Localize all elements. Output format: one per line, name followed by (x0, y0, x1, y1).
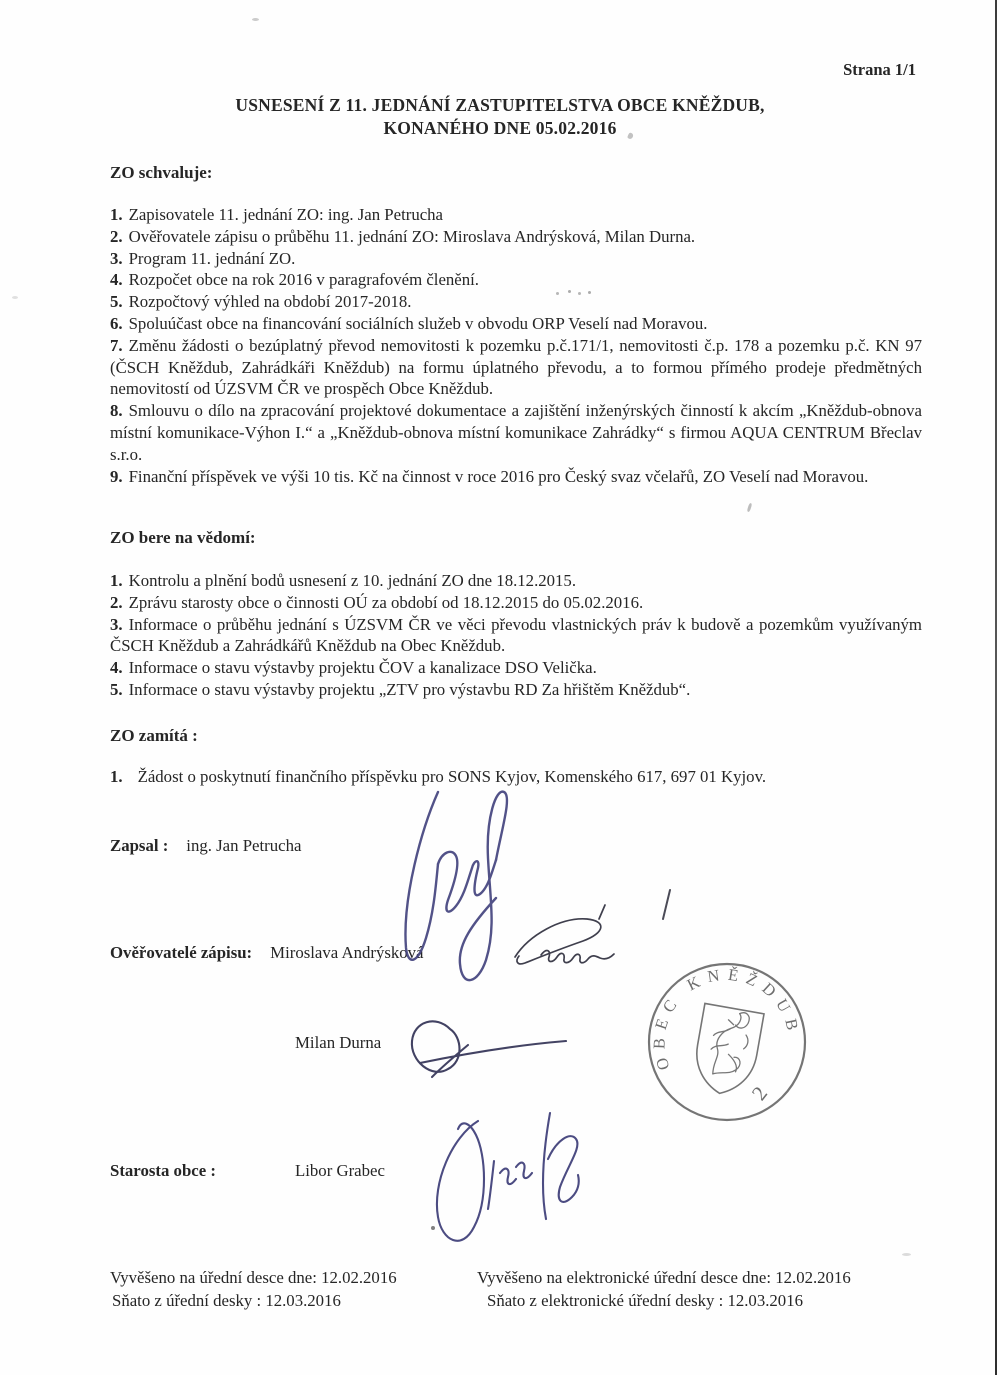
scan-speck (902, 1253, 911, 1256)
item-text: Rozpočtový výhled na období 2017-2018. (128, 292, 412, 312)
section-list-schvaluje (110, 204, 922, 487)
section-list-zamita (110, 766, 922, 788)
item-text: Rozpočet obce na rok 2016 v paragrafovém členění. (128, 270, 479, 290)
signature-jan-petrucha (372, 788, 527, 998)
item-text: Žádost o poskytnutí finančního příspěvku pro SONS Kyjov, Komenského 617, 697 01 Kyjov. (137, 767, 767, 786)
list-item (110, 335, 922, 400)
overovatel1-name: Miroslava Andrýsková (270, 943, 424, 962)
list-item (110, 766, 922, 788)
obec-knezdub-stamp (645, 958, 810, 1123)
scan-speck (431, 1226, 435, 1230)
starosta-label: Starosta obce : (110, 1161, 216, 1180)
document-title-line1: USNESENÍ Z 11. JEDNÁNÍ ZASTUPITELSTVA OBCE KNĚŽDUB, (235, 95, 765, 115)
section-heading-bere-na-vedomi: ZO bere na vědomí: (110, 528, 256, 547)
scan-speck (556, 292, 559, 295)
section-heading-zamita: ZO zamítá : (110, 726, 198, 745)
item-number: 2. (110, 226, 123, 246)
section-list-bere-na-vedomi (110, 570, 922, 701)
overovatele-label: Ověřovatelé zápisu: (110, 943, 253, 962)
signature-milan-durna (398, 1013, 573, 1085)
e-removed-date-line: Sňato z elektronické úřední desky : 12.03.2016 (487, 1291, 803, 1310)
item-text: Zapisovatele 11. jednání ZO: ing. Jan Petrucha (128, 205, 443, 224)
item-number: 9. (110, 466, 123, 486)
item-number: 1. (110, 571, 123, 590)
document-title-line2: KONANÉHO DNE 05.02.2016 (383, 117, 617, 138)
zapsal-label: Zapsal : (110, 836, 169, 855)
list-item (110, 313, 922, 335)
starosta-row (110, 1161, 216, 1181)
document-title (0, 94, 1000, 139)
signature-libor-grabec (412, 1103, 592, 1255)
item-number: 8. (110, 401, 123, 421)
zapsal-row (110, 836, 301, 856)
list-item (110, 269, 922, 291)
item-number: 4. (110, 658, 123, 678)
item-text: Informace o stavu výstavby projektu ČOV a kanalizace DSO Velička. (128, 658, 597, 678)
item-number: 1. (110, 767, 123, 786)
item-text: Informace o stavu výstavby projektu „ZTV pro výstavbu RD Za hřištěm Kněždub“. (128, 679, 691, 699)
signature-miroslava-andryskova (505, 903, 655, 973)
item-text: Zprávu starosty obce o činnosti OÚ za období od 18.12.2015 do 05.02.2016. (128, 592, 644, 612)
starosta-name: Libor Grabec (295, 1161, 385, 1180)
stamp-ring-text: OBEC KNĚŽDUB (649, 964, 804, 1073)
scan-speck (252, 18, 259, 21)
item-number: 1. (110, 205, 123, 224)
section-heading-schvaluje: ZO schvaluje: (110, 163, 213, 182)
list-item (110, 592, 922, 614)
list-item (110, 679, 922, 701)
list-item (110, 204, 922, 226)
scan-speck (747, 503, 753, 512)
item-text: Kontrolu a plnění bodů usnesení z 10. jednání ZO dne 18.12.2015. (128, 571, 577, 590)
list-item (110, 657, 922, 679)
scanner-edge-artifact (995, 0, 997, 1375)
item-text: Ověřovatele zápisu o průběhu 11. jednání ZO: Miroslava Andrýsková, Milan Durna. (128, 226, 696, 246)
item-text: Program 11. jednání ZO. (128, 248, 296, 268)
item-number: 3. (110, 248, 123, 268)
list-item (110, 226, 922, 248)
item-number: 5. (110, 679, 123, 699)
posted-date-line: Vyvěšeno na úřední desce dne: 12.02.2016 (110, 1268, 397, 1287)
scan-speck (12, 296, 18, 299)
item-number: 7. (110, 335, 123, 355)
item-number: 6. (110, 313, 123, 333)
removed-date-line: Sňato z úřední desky : 12.03.2016 (112, 1291, 341, 1310)
page-number-label: Strana 1/1 (843, 60, 916, 79)
item-text: Finanční příspěvek ve výši 10 tis. Kč na činnost v roce 2016 pro Český svaz včelařů, ZO Veselí nad Moravou. (128, 466, 869, 486)
item-number: 5. (110, 292, 123, 312)
item-number: 2. (110, 592, 123, 612)
list-item (110, 614, 922, 658)
stamp-lion-emblem (707, 1008, 753, 1079)
list-item (110, 291, 922, 313)
footer-left (110, 1266, 470, 1312)
stray-pen-mark (658, 888, 674, 922)
stamp-number: 2 (746, 1081, 773, 1105)
list-item (110, 570, 922, 592)
footer-right (477, 1266, 927, 1312)
item-text: Změnu žádosti o bezúplatný převod nemovitosti k pozemku p.č.171/1, nemovitosti č.p. 178 a pozemku p.č. KN 97 (ČSCH Kněždub, Zahrádkáři Kněždub) na formu úplatného převodu, a to formou přímého prodeje předmětných nemovitostí od ÚZSVM ČR ve prospěch Obce Kněždub. (110, 335, 922, 399)
overovatel2-name: Milan Durna (295, 1033, 382, 1052)
list-item (110, 248, 922, 270)
e-posted-date-line: Vyvěšeno na elektronické úřední desce dne: 12.02.2016 (477, 1268, 851, 1287)
item-text: Spoluúčast obce na financování sociálních služeb v obvodu ORP Veselí nad Moravou. (128, 313, 708, 333)
zapsal-name: ing. Jan Petrucha (186, 836, 302, 855)
item-number: 4. (110, 270, 123, 290)
item-text: Smlouvu o dílo na zpracování projektové dokumentace a zajištění inženýrských činností k akcím „Kněždub-obnova místní komunikace-Výhon I.“ a „Kněždub-obnova místní komunikace Zahrádky“ s firmou AQUA CENTRUM Břeclav s.r.o. (110, 401, 922, 464)
item-number: 3. (110, 614, 123, 634)
list-item (110, 466, 922, 488)
item-text: Informace o průběhu jednání s ÚZSVM ČR ve věci převodu vlastnických práv k budově a pozemkům využívaným ČSCH Kněždub a Zahrádkářů Kněždub na Obec Kněždub. (110, 614, 922, 656)
list-item (110, 400, 922, 465)
